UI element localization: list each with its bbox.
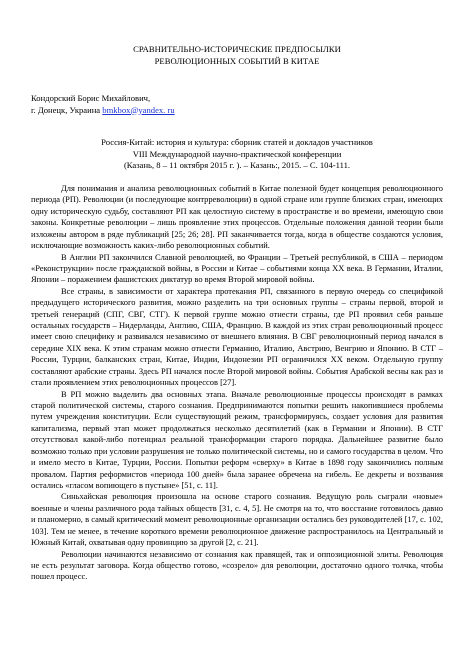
paper-body bbox=[31, 183, 443, 583]
source-line-3: (Казань, 8 – 11 октября 2015 г. ). – Казань:, 2015. – С. 104-111. bbox=[123, 160, 351, 170]
source-line-2: VIII Международной научно-практической конференции bbox=[132, 148, 342, 159]
author-block bbox=[31, 93, 451, 116]
body-paragraph: В Англии РП закончился Славной революцией, во Франции – Третьей республикой, в США – периодом «Реконструкции» после гражданской войны, в России и Китае – событиями конца XX века. В Германии, Италии, Японии – поражением фашистских диктатур во время Второй мировой войны. bbox=[31, 251, 443, 285]
publication-source bbox=[60, 137, 414, 172]
body-paragraph: Для понимания и анализа революционных событий в Китае полезной будет концепция революционного периода (РП). Революции (и последующие контрреволюции) в одной стране или группе близких стран, имеющих одну историческую судьбу, составляют РП как целостную систему в пространстве и во времени, имеющую свои законы. Конкретные революции – лишь проявление этих процессов. Отдельные положения данной теории были изложены автором в ряде публикаций [25; 26; 28]. РП заканчивается тогда, когда в обществе создаются условия, исключающие возможность каких-либо революционных событий. bbox=[31, 183, 443, 251]
title-line-1: СРАВНИТЕЛЬНО-ИСТОРИЧЕСКИЕ ПРЕДПОСЫЛКИ bbox=[133, 44, 341, 54]
body-paragraph: Синьхайская революция произошла на основе старого сознания. Ведущую роль сыграли «новые» военные и члены различного рода тайных обществ [31, с. 4, 5]. Не смотря на то, что восстание готовилось давно и планомерно, в самый критический момент революционные организации остались без руководителей [17, с. 102, 103]. Тем не менее, в течение короткого времени революционное движение распространилось на Центральный и Южный Китай, охватывая одну провинцию за другой [2, с. 21]. bbox=[31, 491, 443, 548]
source-line-1: Россия-Китай: история и культура: сборник статей и докладов участников bbox=[101, 137, 373, 147]
body-paragraph: Все страны, в зависимости от характера протекания РП, связанного в первую очередь со спецификой предыдущего исторического развития, можно разделить на три основных группы – страны первой, второй и третьей генераций (СПГ, СВГ, СТГ). К первой группе можно отнести страны, где РП проявил себя раньше остальных государств – Нидерланды, Англию, США, Францию. В каждой из этих стран революционный процесс имеет свою специфику и развивался независимо от внешнего влияния. В СВГ революционный период начался в середине XIX века. К этим странам можно отнести Германию, Италию, Австрию, Венгрию и Японию. В СТГ – России, Турции, балканских стран, Китае, Индии, Индонезии РП ограничился XX веком. Отдельную группу составляют арабские страны. Здесь РП начался после Второй мировой войны. События Арабской весны как раз и стали проявлением этих революционных процессов [27]. bbox=[31, 285, 443, 388]
author-email-link[interactable]: bmkbox@yandex. ru bbox=[102, 104, 175, 115]
paper-title bbox=[60, 44, 414, 67]
author-affiliation bbox=[31, 105, 451, 117]
body-paragraph: Революции начинаются независимо от сознания как правящей, так и оппозиционной элиты. Революция не есть результат заговора. Когда общество готово, «созрело» для революции, достаточно одного толчка, чтобы пошел процесс. bbox=[31, 548, 443, 582]
author-location: г. Донецк, Украина bbox=[31, 104, 103, 115]
author-name: Кондорский Борис Михайлович, bbox=[31, 93, 151, 103]
title-line-2: РЕВОЛЮЦИОННЫХ СОБЫТИЙ В КИТАЕ bbox=[154, 55, 320, 66]
body-paragraph: В РП можно выделить два основных этапа. Вначале революционные процессы происходят в рамках старой политической системы, старого сознания. Предпринимаются попытки решить накопившиеся проблемы путем учреждения конституции. Если существующий режим, трансформируясь, создает условия для развития капитализма, первый этап может продолжаться несколько десятилетий (как в Германии и Японии). В СТГ отсутствовал какой-либо потенциал реальной трансформации старого порядка. Дальнейшее развитие было возможно только при условии разрушения не только политической системы, но и самого государства в целом. Что и имело место в Китае, Турции, России. Попытки реформ «сверху» в Китае в 1898 году закончились полным провалом. Партия реформистов «периода 100 дней» была заранее обречена на гибель. Ее декреты и воззвания остались «гласом вопиющего в пустыне» [51, с. 11]. bbox=[31, 388, 443, 490]
